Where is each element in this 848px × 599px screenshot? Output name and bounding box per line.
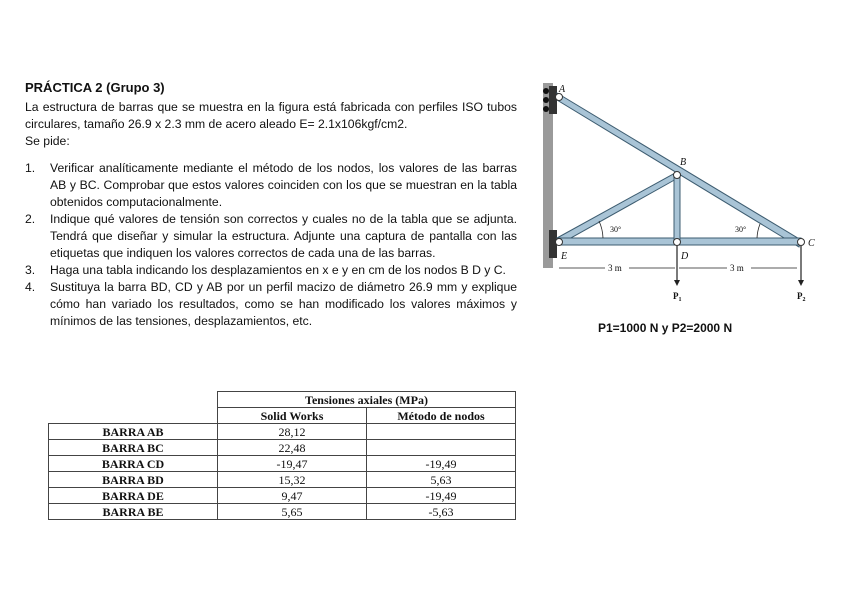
cell-nodos (367, 440, 516, 456)
se-pide-label: Se pide: (25, 134, 70, 148)
row-label: BARRA DE (49, 488, 218, 504)
cell-nodos: -19,49 (367, 456, 516, 472)
node-d-label: D (681, 251, 689, 262)
cell-nodos: -5,63 (367, 504, 516, 520)
cell-solidworks: -19,47 (218, 456, 367, 472)
node-c-label: C (808, 238, 815, 249)
task-number: 3. (25, 263, 36, 277)
task-number: 2. (25, 212, 36, 226)
table-empty-corner (49, 408, 218, 424)
task-item (25, 262, 517, 279)
loads-caption: P1=1000 N y P2=2000 N (598, 321, 733, 335)
task-number: 4. (25, 280, 36, 294)
truss-figure (535, 78, 835, 308)
table-header-row (49, 408, 516, 424)
table-row (49, 488, 516, 504)
node-d-joint (674, 239, 681, 246)
row-label: BARRA BC (49, 440, 218, 456)
bolt-icon (543, 106, 549, 112)
tension-table (48, 391, 516, 520)
row-label: BARRA BD (49, 472, 218, 488)
cell-solidworks: 5,65 (218, 504, 367, 520)
table-header-row (49, 392, 516, 408)
cell-nodos (367, 424, 516, 440)
table-row (49, 424, 516, 440)
cell-solidworks: 28,12 (218, 424, 367, 440)
bolt-icon (543, 88, 549, 94)
row-label: BARRA BE (49, 504, 218, 520)
task-text: Verificar analíticamente mediante el método de los nodos, los valores de las barras AB y BC. Comprobar que estos valores coinciden con los que se muestran en la tabla obtenidos computacionalmente. (50, 161, 517, 209)
page-title: PRÁCTICA 2 (Grupo 3) (25, 80, 165, 95)
table-row (49, 472, 516, 488)
table-row (49, 456, 516, 472)
dim-right-label: 3 m (730, 263, 744, 273)
angle-right-label: 30° (735, 225, 747, 234)
intro-paragraph: La estructura de barras que se muestra en la figura está fabricada con perfiles ISO tubos circulares, tamaño 26.9 x 2.3 mm de acero aleado E= 2.1x106kgf/cm2. (25, 100, 517, 131)
table-row (49, 504, 516, 520)
table-row (49, 440, 516, 456)
task-list (25, 160, 517, 330)
load-p2-label: $P_2$ (797, 291, 806, 303)
load-p1-label: $P_1$ (673, 291, 682, 303)
intro-text (25, 99, 517, 150)
task-text: Haga una tabla indicando los desplazamientos en x e y en cm de los nodos B D y C. (50, 263, 506, 277)
node-e-joint (556, 239, 563, 246)
node-b-joint (674, 172, 681, 179)
node-c-joint (798, 239, 805, 246)
dim-left-label: 3 m (608, 263, 622, 273)
task-number: 1. (25, 161, 36, 175)
cell-nodos: 5,63 (367, 472, 516, 488)
node-a-label: A (559, 84, 566, 95)
table-empty-corner (49, 392, 218, 408)
cell-solidworks: 22,48 (218, 440, 367, 456)
table-group-header: Tensiones axiales (MPa) (218, 392, 516, 408)
row-label: BARRA CD (49, 456, 218, 472)
cell-nodos: -19,49 (367, 488, 516, 504)
task-item (25, 279, 517, 330)
bolt-icon (543, 97, 549, 103)
wall-plate-top (549, 86, 557, 114)
angle-arc-right (757, 224, 760, 238)
node-e-label: E (561, 251, 568, 262)
column-header-solidworks: Solid Works (218, 408, 367, 424)
cell-solidworks: 15,32 (218, 472, 367, 488)
angle-left-label: 30° (610, 225, 622, 234)
task-text: Indique qué valores de tensión son correctos y cuales no de la tabla que se adjunta. Tendrá que diseñar y simular la estructura. Adjunte una captura de pantalla con las etiquetas que indiquen los valores correctos de cada una de las barras. (50, 212, 517, 260)
row-label: BARRA AB (49, 424, 218, 440)
column-header-nodos: Método de nodos (367, 408, 516, 424)
task-text: Sustituya la barra BD, CD y AB por un perfil macizo de diámetro 26.9 mm y explique cómo han variado los resultados, como se han modificado los valores máximos y mínimos de las tensiones, desplazamientos, etc. (50, 280, 517, 328)
cell-solidworks: 9,47 (218, 488, 367, 504)
node-b-label: B (680, 157, 687, 168)
task-item (25, 160, 517, 211)
bar-bd (674, 175, 680, 243)
angle-arc-left (599, 221, 603, 238)
task-item (25, 211, 517, 262)
